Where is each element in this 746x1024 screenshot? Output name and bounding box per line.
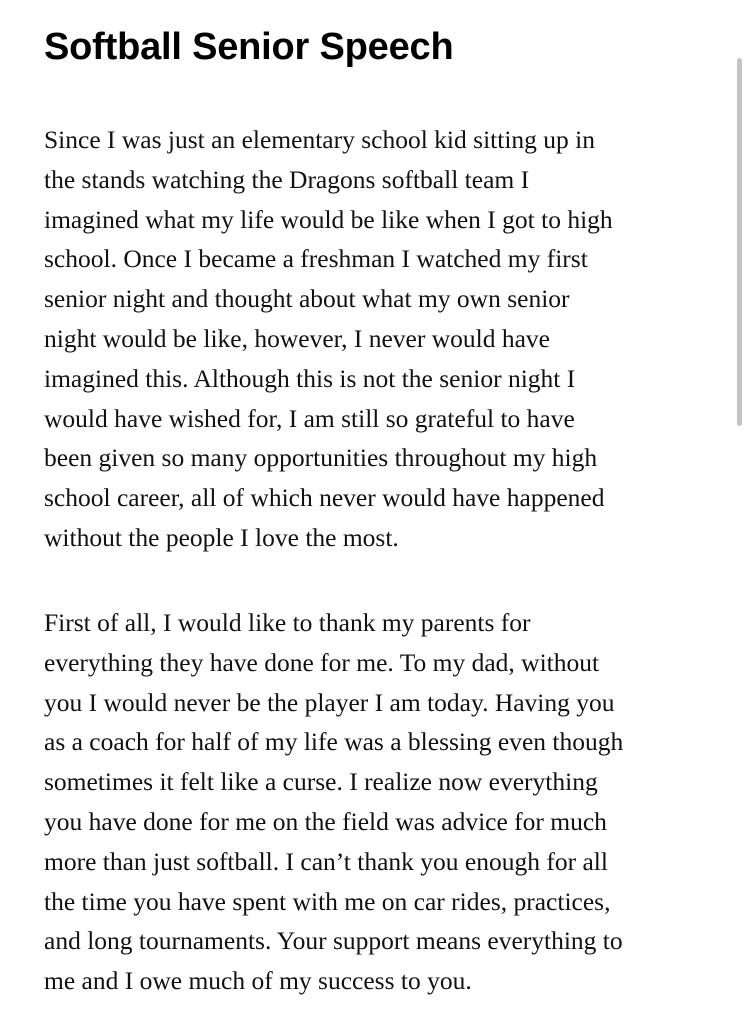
paragraph-line: school. Once I became a freshman I watched my first (44, 244, 588, 274)
paragraph-line: Since I was just an elementary school kid sitting up in (44, 125, 595, 154)
paragraph-parents (44, 603, 704, 1001)
paragraph-intro (44, 120, 704, 558)
paragraph-line: you I would never be the player I am today. Having you (44, 687, 615, 717)
paragraph-line: the stands watching the Dragons softball team I (44, 164, 530, 194)
paragraph-line: senior night and thought about what my own senior (44, 284, 570, 314)
vertical-scrollbar[interactable] (737, 58, 742, 426)
paragraph-line: you have done for me on the field was advice for much (44, 806, 607, 836)
paragraph-line: would have wished for, I am still so grateful to have (44, 403, 575, 433)
paragraph-line: night would be like, however, I never would have (44, 323, 551, 353)
paragraph-line: more than just softball. I can’t thank you enough for all (44, 846, 608, 876)
paragraph-line: without the people I love the most. (44, 522, 399, 552)
paragraph-line: been given so many opportunities throughout my high (44, 443, 598, 473)
paragraph-line: everything they have done for me. To my dad, without (44, 647, 600, 677)
page-title: Softball Senior Speech (44, 26, 454, 68)
paragraph-line: as a coach for half of my life was a blessing even though (44, 727, 624, 757)
paragraph-line: First of all, I would like to thank my parents for (44, 608, 531, 637)
paragraph-line: imagined this. Although this is not the senior night I (44, 363, 576, 393)
paragraph-line: me and I owe much of my success to you. (44, 966, 472, 996)
paragraph-line: sometimes it felt like a curse. I realize now everything (44, 767, 598, 797)
paragraph-line: imagined what my life would be like when I got to high (44, 204, 613, 234)
paragraph-line: school career, all of which never would have happened (44, 483, 605, 513)
paragraph-line: the time you have spent with me on car rides, practices, (44, 886, 611, 916)
paragraph-line: and long tournaments. Your support means everything to (44, 926, 623, 956)
